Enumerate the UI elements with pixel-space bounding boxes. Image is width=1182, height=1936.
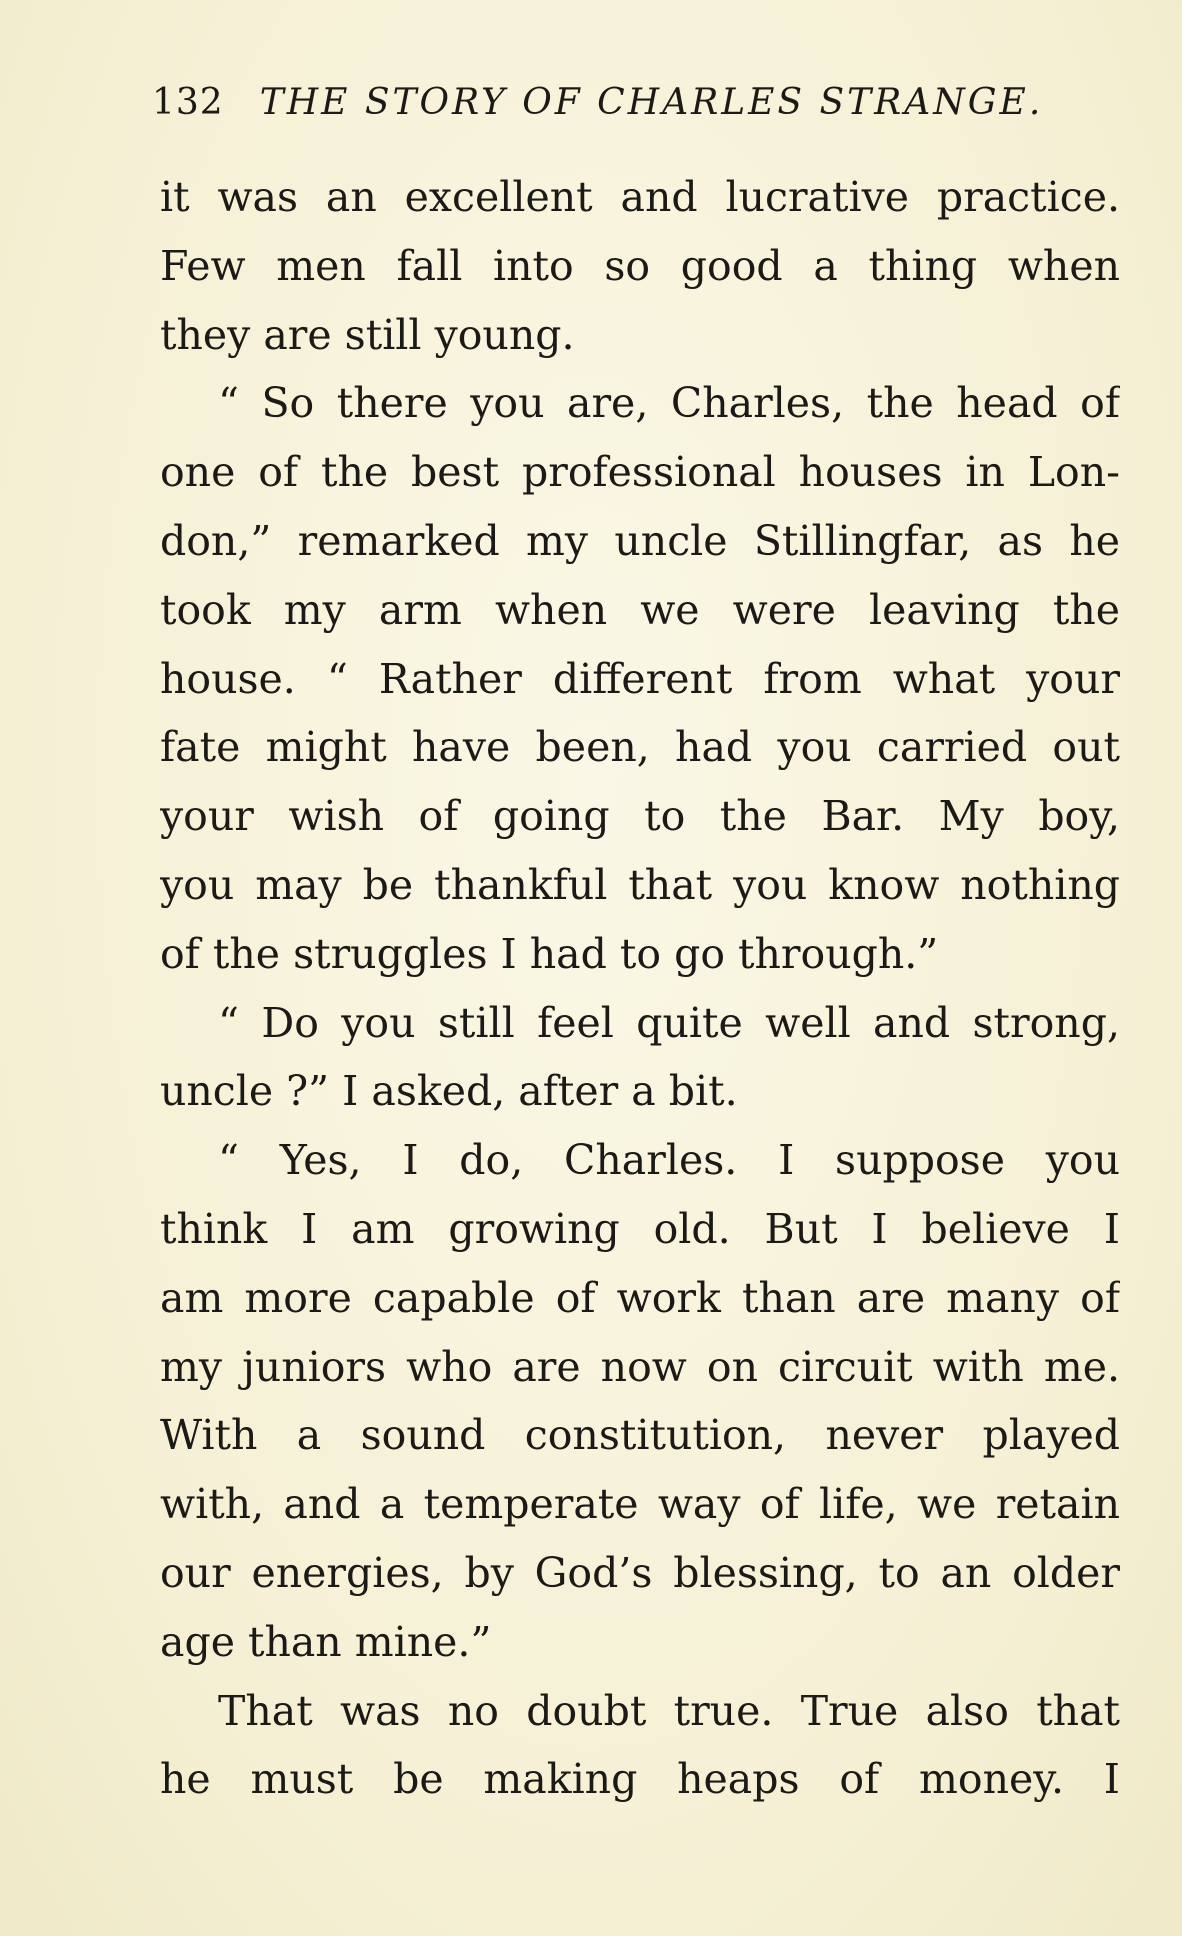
text-line: think I am growing old. But I believe I	[160, 1204, 1120, 1253]
text-line: am more capable of work than are many of	[160, 1273, 1120, 1322]
text-line: fate might have been, had you carried out	[160, 723, 1120, 772]
text-line: house. “ Rather different from what your	[160, 654, 1120, 703]
text-line: age than mine.”	[160, 1617, 492, 1666]
text-line: don,” remarked my uncle Stillingfar, as he	[160, 516, 1120, 565]
text-line: of the struggles I had to go through.”	[160, 929, 939, 978]
text-line: with, and a temperate way of life, we retain	[160, 1480, 1120, 1529]
text-line: “ Do you still feel quite well and strong,	[218, 998, 1120, 1047]
text-line: “ So there you are, Charles, the head of	[218, 379, 1120, 428]
text-line: uncle ?” I asked, after a bit.	[160, 1067, 738, 1116]
text-line: Few men fall into so good a thing when	[160, 241, 1120, 290]
text-line: my juniors who are now on circuit with me.	[160, 1342, 1120, 1391]
body-text	[160, 163, 1120, 1814]
text-line: With a sound constitution, never played	[160, 1411, 1120, 1460]
text-line: you may be thankful that you know nothing	[160, 860, 1120, 909]
page-number: 132	[152, 82, 224, 123]
text-line: “ Yes, I do, Charles. I suppose you	[218, 1136, 1120, 1185]
text-line: our energies, by God’s blessing, to an older	[160, 1548, 1120, 1597]
running-head	[152, 78, 1044, 128]
text-line: he must be making heaps of money. I	[160, 1755, 1120, 1804]
running-title: THE STORY OF CHARLES STRANGE.	[259, 82, 1044, 123]
text-line: it was an excellent and lucrative practice.	[160, 173, 1120, 221]
text-line: your wish of going to the Bar. My boy,	[160, 792, 1120, 841]
text-line: one of the best professional houses in Lon-	[160, 448, 1120, 497]
text-line: That was no doubt true. True also that	[218, 1686, 1120, 1735]
text-line: took my arm when we were leaving the	[160, 585, 1120, 634]
text-line: they are still young.	[160, 310, 575, 359]
